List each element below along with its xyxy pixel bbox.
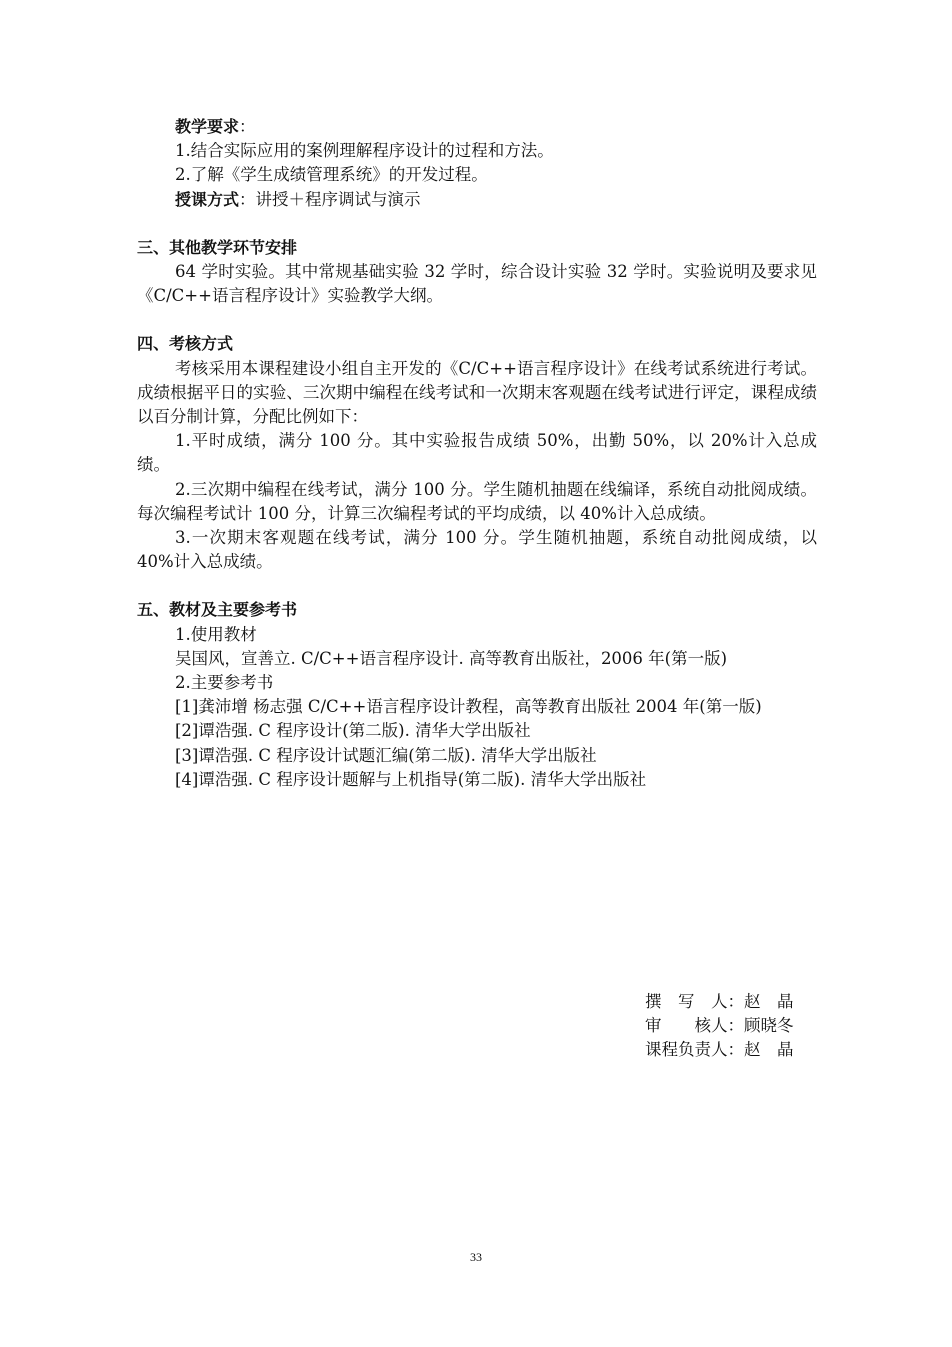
teaching-method	[137, 188, 817, 212]
teaching-method-colon: ：	[239, 189, 256, 209]
teaching-requirements-heading	[137, 115, 817, 139]
section-5-heading: 五、教材及主要参考书	[137, 600, 298, 620]
teaching-requirement-item-2: 2.了解《学生成绩管理系统》的开发过程。	[175, 165, 488, 185]
page-body	[137, 115, 817, 792]
reference-4: [4]谭浩强. C 程序设计题解与上机指导(第二版). 清华大学出版社	[175, 769, 647, 789]
spacer	[137, 212, 817, 236]
signature-owner: 课程负责人：赵 晶	[645, 1040, 794, 1060]
signature-block	[645, 990, 794, 1063]
teaching-requirement-item-1: 1.结合实际应用的案例理解程序设计的过程和方法。	[175, 141, 554, 161]
teaching-method-label: 授课方式	[175, 189, 240, 209]
reference-3: [3]谭浩强. C 程序设计试题汇编(第二版). 清华大学出版社	[175, 745, 597, 765]
spacer	[137, 308, 817, 332]
signature-writer: 撰 写 人：赵 晶	[645, 992, 794, 1011]
teaching-requirements-label: 教学要求	[175, 117, 240, 136]
section-4-item-2: 2.三次期中编程在线考试，满分 100 分。学生随机抽题在线编译，系统自动批阅成绩。每次编程考试计 100 分，计算三次编程考试的平均成绩，以 40%计入总成绩。	[137, 479, 817, 523]
spacer	[137, 574, 817, 598]
section-3-paragraph: 64 学时实验。其中常规基础实验 32 学时，综合设计实验 32 学时。实验说明及要求见《C/C++语言程序设计》实验教学大纲。	[137, 262, 817, 306]
textbook-entry: 吴国风，宣善立. C/C++语言程序设计. 高等教育出版社，2006 年(第一版)	[175, 648, 728, 668]
section-4-item-1: 1.平时成绩，满分 100 分。其中实验报告成绩 50%，出勤 50%，以 20%计入总成绩。	[137, 431, 817, 475]
reference-1: [1]龚沛增 杨志强 C/C++语言程序设计教程，高等教育出版社 2004 年(第一版)	[175, 697, 762, 717]
section-5-subheading-2: 2.主要参考书	[175, 673, 274, 693]
signature-reviewer: 审 核人：顾晓冬	[645, 1016, 794, 1036]
section-4-paragraph: 考核采用本课程建设小组自主开发的《C/C++语言程序设计》在线考试系统进行考试。成绩根据平日的实验、三次期中编程在线考试和一次期末客观题在线考试进行评定，课程成绩以百分制计算，分配比例如下：	[137, 358, 817, 427]
page-number: 33	[470, 1250, 482, 1264]
section-4-item-3: 3.一次期末客观题在线考试，满分 100 分。学生随机抽题，系统自动批阅成绩，以 40%计入总成绩。	[137, 528, 817, 572]
section-3-heading: 三、其他教学环节安排	[137, 237, 298, 257]
section-5-subheading-1: 1.使用教材	[175, 624, 257, 644]
teaching-requirements-colon: ：	[239, 117, 256, 136]
teaching-method-text: 讲授＋程序调试与演示	[255, 189, 421, 209]
reference-2: [2]谭浩强. C 程序设计(第二版). 清华大学出版社	[175, 721, 531, 741]
section-4-heading: 四、考核方式	[137, 334, 234, 354]
